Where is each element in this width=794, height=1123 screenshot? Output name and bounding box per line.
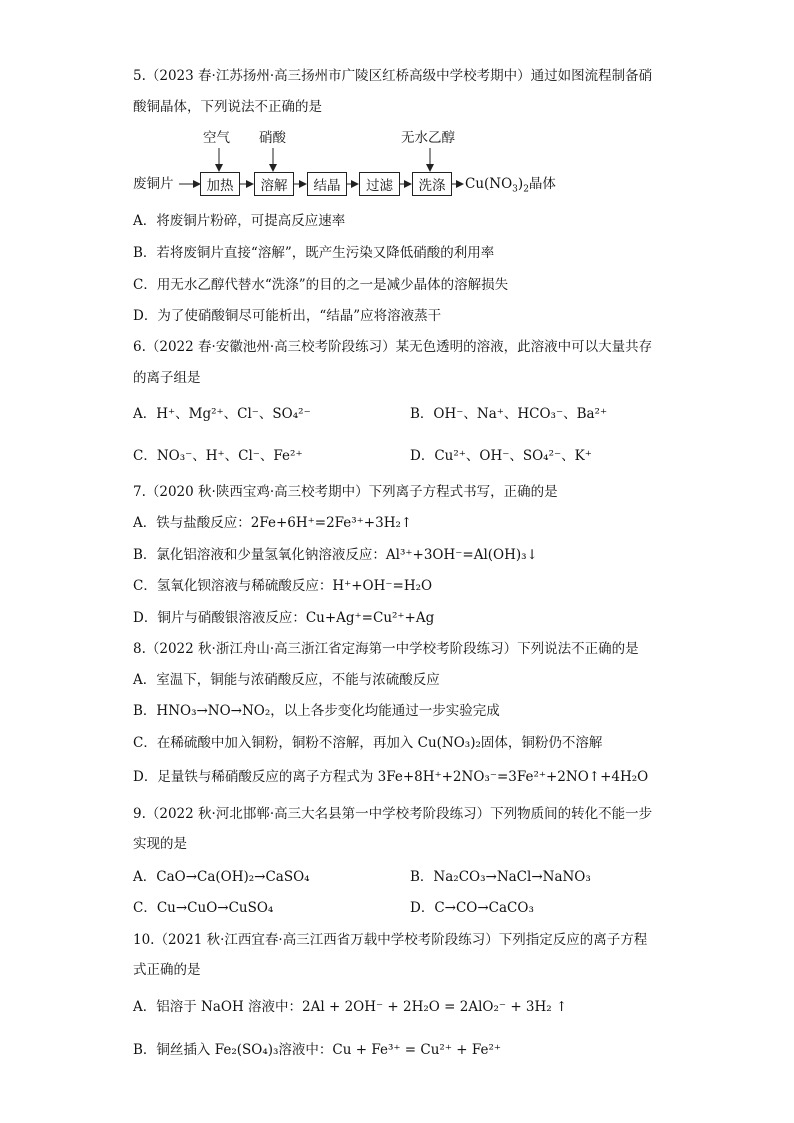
input-nitric-acid: 硝酸 [259, 130, 286, 146]
q9-option-d: D．C→CO→CaCO₃ [410, 900, 534, 916]
flow-start: 废铜片 [133, 176, 174, 192]
q8-option-b: B．HNO₃→NO→NO₂，以上各步变化均能通过一步实验完成 [133, 703, 500, 719]
input-ethanol: 无水乙醇 [401, 130, 455, 146]
q8-option-a: A．室温下，铜能与浓硝酸反应，不能与浓硫酸反应 [133, 672, 440, 688]
q10-stem-line1: 10.（2021 秋·江西宜春·高三江西省万载中学校考阶段练习）下列指定反应的离子方程 [133, 932, 648, 948]
q6-option-c: C．NO₃⁻、H⁺、Cl⁻、Fe²⁺ [133, 448, 303, 464]
step-crystallize: 结晶 [307, 172, 347, 196]
q9-option-c: C．Cu→CuO→CuSO₄ [133, 900, 274, 916]
q8-option-d: D．足量铁与稀硝酸反应的离子方程式为 3Fe+8H⁺+2NO₃⁻=3Fe²⁺+2NO↑+4H₂O [133, 769, 649, 785]
q5-option-b: B．若将废铜片直接“溶解”，既产生污染又降低硝酸的利用率 [133, 245, 495, 261]
step-wash: 洗涤 [412, 172, 452, 196]
flow-product: $Cu(NO_3)_2$晶体 [465, 176, 556, 195]
q7-option-b: B．氯化铝溶液和少量氢氧化钠溶液反应：Al³⁺+3OH⁻=Al(OH)₃↓ [133, 547, 538, 563]
q5-option-a: A．将废铜片粉碎，可提高反应速率 [133, 213, 346, 229]
q6-option-a: A．H⁺、Mg²⁺、Cl⁻、SO₄²⁻ [133, 406, 311, 422]
q7-option-a: A．铁与盐酸反应：2Fe+6H⁺=2Fe³⁺+3H₂↑ [133, 515, 413, 531]
q5-flow-diagram [133, 128, 573, 208]
step-filter: 过滤 [359, 172, 400, 196]
q5-stem-line1: 5.（2023 春·江苏扬州·高三扬州市广陵区红桥高级中学校考期中）通过如图流程制备硝 [133, 68, 653, 84]
q10-option-b: B．铜丝插入 Fe₂(SO₄)₃溶液中：Cu + Fe³⁺ = Cu²⁺ + Fe²⁺ [133, 1042, 501, 1058]
q7-stem: 7.（2020 秋·陕西宝鸡·高三校考期中）下列离子方程式书写，正确的是 [133, 484, 558, 500]
q10-option-a: A．铝溶于 NaOH 溶液中：2Al + 2OH⁻ + 2H₂O = 2AlO₂⁻ + 3H₂ ↑ [133, 999, 568, 1015]
q5-option-d: D．为了使硝酸铜尽可能析出，“结晶”应将溶液蒸干 [133, 308, 442, 324]
q8-option-c: C．在稀硫酸中加入铜粉，铜粉不溶解，再加入 Cu(NO₃)₂固体，铜粉仍不溶解 [133, 735, 603, 751]
flow-arrows [133, 128, 573, 208]
q7-option-c: C．氢氧化钡溶液与稀硫酸反应：H⁺+OH⁻=H₂O [133, 578, 433, 594]
q6-stem-line2: 的离子组是 [133, 370, 201, 386]
q6-option-b: B．OH⁻、Na⁺、HCO₃⁻、Ba²⁺ [410, 406, 608, 422]
q9-option-a: A．CaO→Ca(OH)₂→CaSO₄ [133, 869, 310, 885]
q5-stem-line2: 酸铜晶体，下列说法不正确的是 [133, 99, 322, 115]
step-dissolve: 溶解 [254, 172, 294, 196]
q5-option-c: C．用无水乙醇代替水“洗涤”的目的之一是减少晶体的溶解损失 [133, 277, 509, 293]
q9-stem-line2: 实现的是 [133, 836, 187, 852]
q6-option-d: D．Cu²⁺、OH⁻、SO₄²⁻、K⁺ [410, 448, 592, 464]
step-heat: 加热 [200, 172, 240, 196]
input-air: 空气 [203, 130, 230, 146]
q6-stem-line1: 6.（2022 春·安徽池州·高三校考阶段练习）某无色透明的溶液，此溶液中可以大量共存 [133, 339, 653, 355]
q9-stem-line1: 9.（2022 秋·河北邯郸·高三大名县第一中学校考阶段练习）下列物质间的转化不能一步 [133, 806, 653, 822]
q9-option-b: B．Na₂CO₃→NaCl→NaNO₃ [410, 869, 591, 885]
q8-stem: 8.（2022 秋·浙江舟山·高三浙江省定海第一中学校考阶段练习）下列说法不正确的是 [133, 641, 639, 657]
q10-stem-line2: 式正确的是 [133, 962, 201, 978]
q7-option-d: D．铜片与硝酸银溶液反应：Cu+Ag⁺=Cu²⁺+Ag [133, 610, 435, 626]
